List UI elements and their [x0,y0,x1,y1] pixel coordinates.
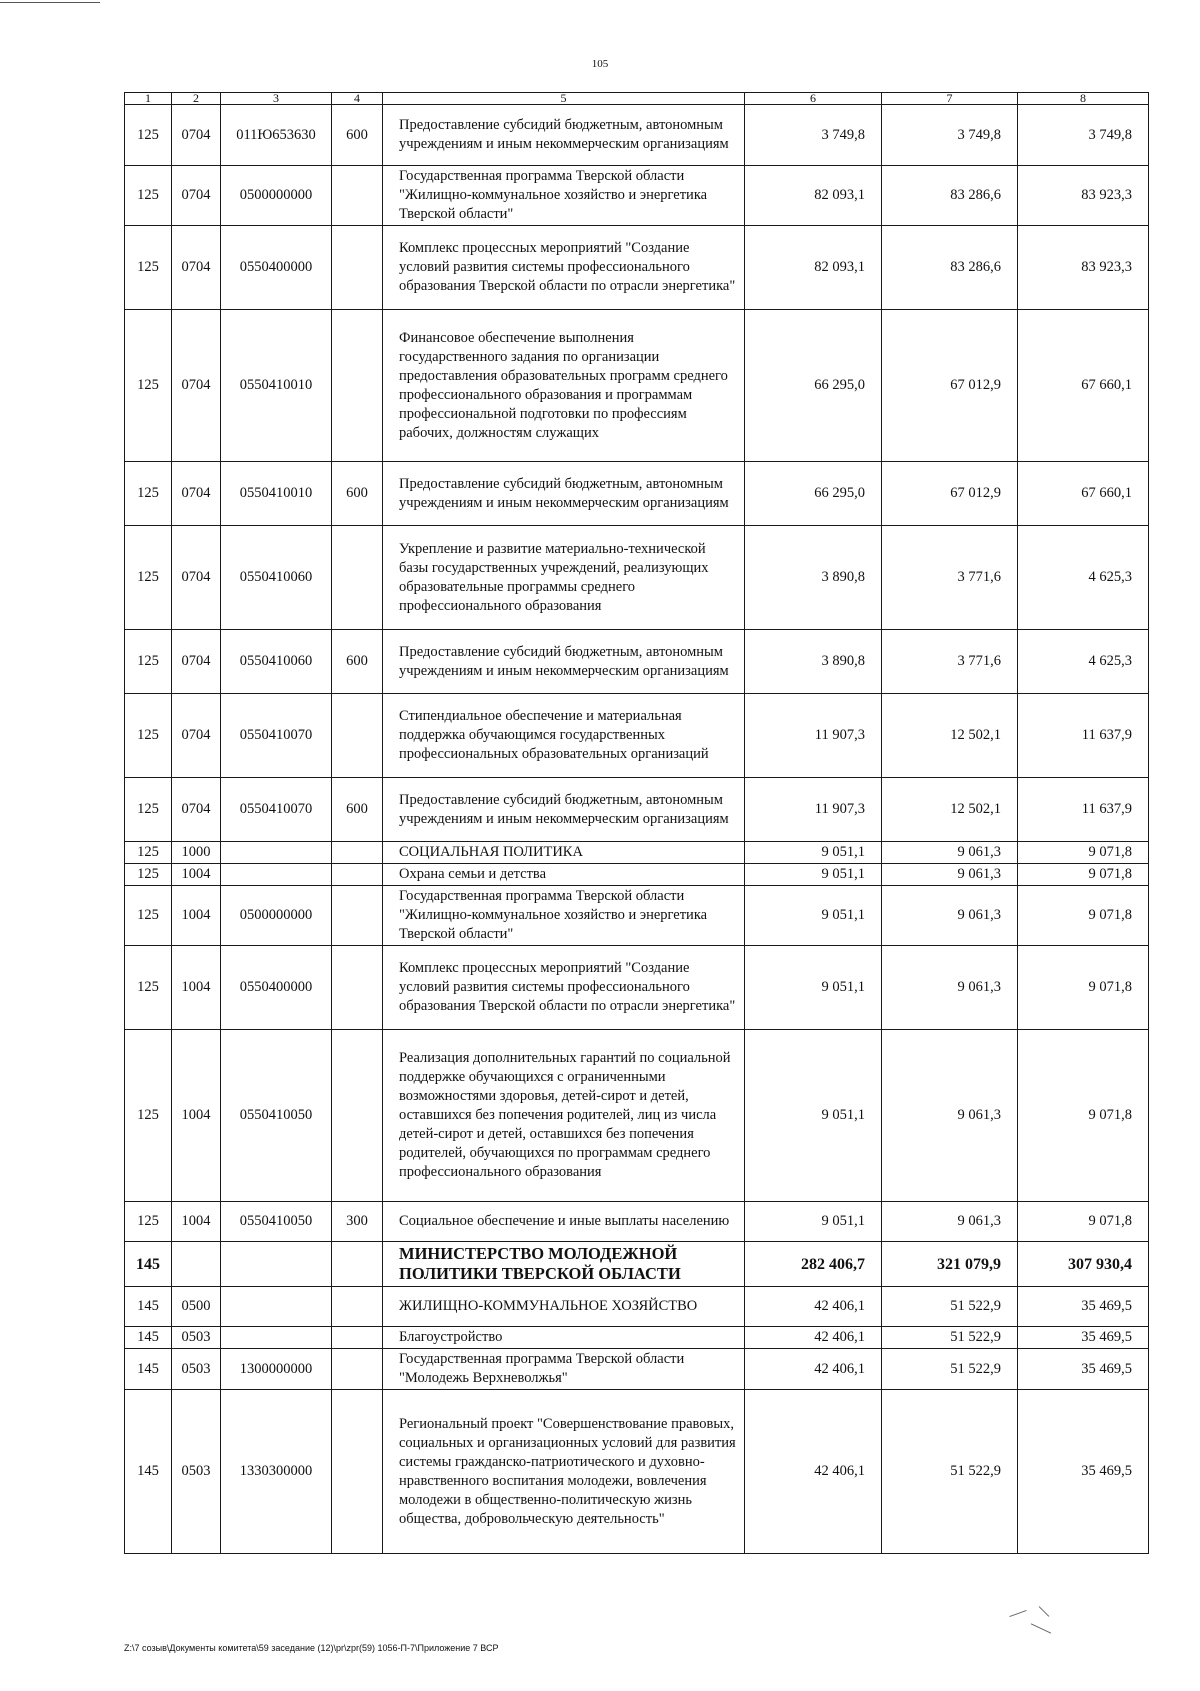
table-row [125,946,1149,1030]
target-article-code: 0500000000 [221,166,332,226]
amount-col7: 12 502,1 [882,778,1018,842]
table-row [125,864,1149,886]
expense-type-code [332,864,383,886]
table-row [125,1327,1149,1349]
amount-col6: 42 406,1 [745,1327,882,1349]
amount-col7: 51 522,9 [882,1390,1018,1554]
amount-col8: 4 625,3 [1018,526,1149,630]
section-code: 0704 [172,226,221,310]
amount-col7: 51 522,9 [882,1287,1018,1327]
amount-col8: 4 625,3 [1018,630,1149,694]
amount-col7: 9 061,3 [882,886,1018,946]
amount-col8: 35 469,5 [1018,1327,1149,1349]
expense-type-code [332,1349,383,1390]
section-code [172,1242,221,1287]
section-code: 0704 [172,462,221,526]
amount-col8: 35 469,5 [1018,1287,1149,1327]
item-name: Финансовое обеспечение выполнения государственного задания по организации предоставления образовательных программ среднего профессионального образования и программам профессиональной подготовки по профессиям рабочих, должностям служащих [383,310,745,462]
amount-col6: 3 890,8 [745,630,882,694]
item-name: Региональный проект "Совершенствование правовых, социальных и организационных условий для развития системы гражданско-патриотического и духовно-нравственного воспитания молодежи, вовлечения молодежи в общественно-политическую жизнь общества, добровольческую деятельность" [383,1390,745,1554]
section-code: 0704 [172,630,221,694]
amount-col6: 9 051,1 [745,1030,882,1202]
column-header: 8 [1018,93,1149,105]
page-number: 105 [591,58,609,70]
table-row [125,694,1149,778]
item-name: Стипендиальное обеспечение и материальная поддержка обучающимся государственных профессиональных образовательных организаций [383,694,745,778]
target-article-code: 0550410010 [221,310,332,462]
row-number: 125 [125,630,172,694]
section-code: 1004 [172,946,221,1030]
amount-col8: 9 071,8 [1018,886,1149,946]
expense-type-code: 300 [332,1202,383,1242]
scan-mark [1031,1623,1051,1633]
table-header-row [125,93,1149,105]
section-code: 0704 [172,166,221,226]
amount-col8: 9 071,8 [1018,1202,1149,1242]
amount-col8: 3 749,8 [1018,105,1149,166]
expense-type-code: 600 [332,630,383,694]
item-name: Предоставление субсидий бюджетным, автономным учреждениям и иным некоммерческим организациям [383,630,745,694]
target-article-code: 0550410050 [221,1202,332,1242]
amount-col7: 9 061,3 [882,946,1018,1030]
amount-col6: 3 749,8 [745,105,882,166]
target-article-code [221,864,332,886]
table-row [125,462,1149,526]
amount-col8: 35 469,5 [1018,1390,1149,1554]
scan-top-rule [0,2,100,3]
amount-col7: 3 749,8 [882,105,1018,166]
budget-table [124,92,1149,1554]
column-header: 1 [125,93,172,105]
amount-col8: 307 930,4 [1018,1242,1149,1287]
item-name: ЖИЛИЩНО-КОММУНАЛЬНОЕ ХОЗЯЙСТВО [383,1287,745,1327]
amount-col8: 9 071,8 [1018,864,1149,886]
column-header: 7 [882,93,1018,105]
target-article-code: 0550410070 [221,694,332,778]
target-article-code: 0550410060 [221,526,332,630]
column-header: 5 [383,93,745,105]
row-number: 125 [125,886,172,946]
section-code: 0500 [172,1287,221,1327]
item-name: Реализация дополнительных гарантий по социальной поддержке обучающихся с ограниченными возможностями здоровья, детей-сирот и детей, оставшихся без попечения родителей, лиц из числа детей-сирот и детей, оставшихся без попечения родителей, обучающихся по программам среднего профессионального образования [383,1030,745,1202]
target-article-code [221,1287,332,1327]
section-code: 0704 [172,105,221,166]
table-row [125,630,1149,694]
item-name: Государственная программа Тверской области "Жилищно-коммунальное хозяйство и энергетика Тверской области" [383,166,745,226]
table-row [125,226,1149,310]
section-code: 0704 [172,778,221,842]
row-number: 125 [125,105,172,166]
table-row [125,1202,1149,1242]
section-code: 0704 [172,310,221,462]
item-name: МИНИСТЕРСТВО МОЛОДЕЖНОЙ ПОЛИТИКИ ТВЕРСКОЙ ОБЛАСТИ [383,1242,745,1287]
expense-type-code [332,1287,383,1327]
expense-type-code [332,946,383,1030]
target-article-code [221,1327,332,1349]
amount-col6: 66 295,0 [745,462,882,526]
amount-col8: 11 637,9 [1018,694,1149,778]
amount-col6: 9 051,1 [745,1202,882,1242]
amount-col7: 12 502,1 [882,694,1018,778]
column-header: 3 [221,93,332,105]
expense-type-code [332,226,383,310]
amount-col8: 9 071,8 [1018,946,1149,1030]
section-code: 1004 [172,864,221,886]
amount-col8: 9 071,8 [1018,1030,1149,1202]
amount-col8: 67 660,1 [1018,462,1149,526]
column-header: 6 [745,93,882,105]
table-row [125,526,1149,630]
column-header: 2 [172,93,221,105]
amount-col7: 67 012,9 [882,462,1018,526]
amount-col8: 83 923,3 [1018,226,1149,310]
amount-col6: 9 051,1 [745,842,882,864]
table-row [125,886,1149,946]
section-code: 1004 [172,886,221,946]
amount-col7: 321 079,9 [882,1242,1018,1287]
target-article-code: 0550400000 [221,226,332,310]
row-number: 125 [125,166,172,226]
row-number: 125 [125,226,172,310]
section-code: 1004 [172,1030,221,1202]
expense-type-code: 600 [332,462,383,526]
expense-type-code [332,842,383,864]
item-name: Комплекс процессных мероприятий "Создание условий развития системы профессионального образования Тверской области по отрасли энергетика" [383,946,745,1030]
target-article-code: 0500000000 [221,886,332,946]
expense-type-code: 600 [332,778,383,842]
amount-col7: 9 061,3 [882,864,1018,886]
expense-type-code [332,166,383,226]
item-name: Благоустройство [383,1327,745,1349]
row-number: 125 [125,526,172,630]
row-number: 145 [125,1242,172,1287]
amount-col6: 9 051,1 [745,886,882,946]
amount-col6: 82 093,1 [745,166,882,226]
row-number: 125 [125,310,172,462]
amount-col6: 11 907,3 [745,778,882,842]
amount-col7: 83 286,6 [882,166,1018,226]
expense-type-code [332,1390,383,1554]
target-article-code: 1300000000 [221,1349,332,1390]
item-name: Охрана семьи и детства [383,864,745,886]
row-number: 125 [125,864,172,886]
section-code: 0503 [172,1327,221,1349]
target-article-code: 0550410010 [221,462,332,526]
amount-col7: 51 522,9 [882,1327,1018,1349]
amount-col8: 35 469,5 [1018,1349,1149,1390]
target-article-code: 011Ю653630 [221,105,332,166]
item-name: Государственная программа Тверской области "Жилищно-коммунальное хозяйство и энергетика Тверской области" [383,886,745,946]
amount-col6: 42 406,1 [745,1349,882,1390]
table-row [125,778,1149,842]
item-name: СОЦИАЛЬНАЯ ПОЛИТИКА [383,842,745,864]
row-number: 125 [125,842,172,864]
row-number: 125 [125,778,172,842]
table-row [125,310,1149,462]
section-code: 0503 [172,1349,221,1390]
row-number: 125 [125,946,172,1030]
amount-col7: 3 771,6 [882,630,1018,694]
amount-col7: 9 061,3 [882,1202,1018,1242]
row-number: 125 [125,462,172,526]
target-article-code: 0550410060 [221,630,332,694]
scan-mark [1039,1606,1050,1617]
expense-type-code [332,1242,383,1287]
item-name: Предоставление субсидий бюджетным, автономным учреждениям и иным некоммерческим организациям [383,105,745,166]
column-header: 4 [332,93,383,105]
expense-type-code [332,694,383,778]
row-number: 145 [125,1390,172,1554]
target-article-code: 0550410070 [221,778,332,842]
table-row [125,842,1149,864]
table-row [125,1030,1149,1202]
amount-col7: 9 061,3 [882,1030,1018,1202]
table-row [125,1390,1149,1554]
item-name: Социальное обеспечение и иные выплаты населению [383,1202,745,1242]
expense-type-code [332,886,383,946]
expense-type-code [332,1030,383,1202]
table-row [125,1242,1149,1287]
expense-type-code [332,1327,383,1349]
amount-col6: 282 406,7 [745,1242,882,1287]
row-number: 145 [125,1287,172,1327]
amount-col6: 42 406,1 [745,1287,882,1327]
expense-type-code [332,526,383,630]
section-code: 1000 [172,842,221,864]
amount-col8: 9 071,8 [1018,842,1149,864]
amount-col6: 9 051,1 [745,946,882,1030]
amount-col7: 67 012,9 [882,310,1018,462]
target-article-code: 0550410050 [221,1030,332,1202]
target-article-code: 0550400000 [221,946,332,1030]
section-code: 1004 [172,1202,221,1242]
row-number: 145 [125,1327,172,1349]
footer-file-path: Z:\7 созыв\Документы комитета\59 заседание (12)\pr\zpr(59) 1056-П-7\Приложение 7 ВСР [124,1643,499,1653]
item-name: Государственная программа Тверской области "Молодежь Верхневолжья" [383,1349,745,1390]
target-article-code: 1330300000 [221,1390,332,1554]
item-name: Комплекс процессных мероприятий "Создание условий развития системы профессионального образования Тверской области по отрасли энергетика" [383,226,745,310]
section-code: 0704 [172,526,221,630]
target-article-code [221,842,332,864]
item-name: Укрепление и развитие материально-технической базы государственных учреждений, реализующих образовательные программы среднего профессионального образования [383,526,745,630]
amount-col8: 83 923,3 [1018,166,1149,226]
amount-col6: 42 406,1 [745,1390,882,1554]
table-row [125,166,1149,226]
amount-col6: 3 890,8 [745,526,882,630]
row-number: 125 [125,1202,172,1242]
amount-col8: 67 660,1 [1018,310,1149,462]
section-code: 0704 [172,694,221,778]
item-name: Предоставление субсидий бюджетным, автономным учреждениям и иным некоммерческим организациям [383,778,745,842]
amount-col6: 82 093,1 [745,226,882,310]
item-name: Предоставление субсидий бюджетным, автономным учреждениям и иным некоммерческим организациям [383,462,745,526]
amount-col7: 3 771,6 [882,526,1018,630]
scan-mark [1009,1610,1026,1617]
amount-col7: 51 522,9 [882,1349,1018,1390]
target-article-code [221,1242,332,1287]
amount-col6: 11 907,3 [745,694,882,778]
row-number: 145 [125,1349,172,1390]
row-number: 125 [125,694,172,778]
amount-col6: 9 051,1 [745,864,882,886]
amount-col7: 9 061,3 [882,842,1018,864]
expense-type-code [332,310,383,462]
amount-col8: 11 637,9 [1018,778,1149,842]
table-row [125,1287,1149,1327]
amount-col7: 83 286,6 [882,226,1018,310]
table-row [125,105,1149,166]
table-row [125,1349,1149,1390]
row-number: 125 [125,1030,172,1202]
section-code: 0503 [172,1390,221,1554]
expense-type-code: 600 [332,105,383,166]
amount-col6: 66 295,0 [745,310,882,462]
